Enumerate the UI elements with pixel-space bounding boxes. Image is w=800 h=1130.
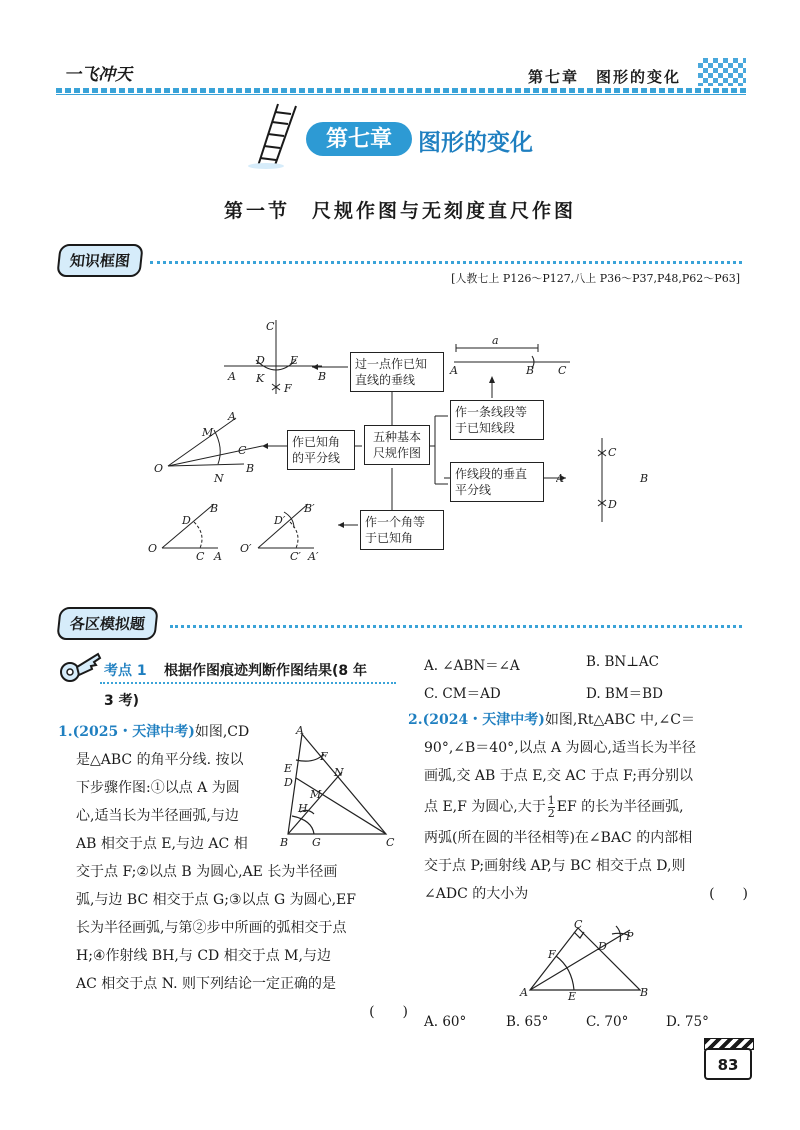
q1-fig-label-M: M <box>310 788 322 801</box>
q1-line-3: 心,适当长为半径画弧,与边 <box>76 808 239 824</box>
kaodian-text: 根据作图痕迹判断作图结果(8 年 <box>164 663 368 679</box>
q2-line-5: 两弧(所在圆的半径相等)在∠BAC 的内部相 <box>424 830 693 846</box>
q1-fig-label-G: G <box>312 836 321 849</box>
q2-fig-label-P: P <box>626 930 634 943</box>
fig-perp-label-B: B <box>318 370 327 383</box>
q1-fig-label-A: A <box>296 724 304 737</box>
fig-ang1-label-O: O <box>148 542 158 555</box>
chapter-label: 第七章 <box>306 122 412 156</box>
fig-bis-label-N: N <box>214 472 224 485</box>
box-angle-line1: 作一个角等 <box>365 515 426 529</box>
q2-fraction <box>548 795 555 820</box>
fig-bis-label-A: A <box>228 410 236 423</box>
q2-line-2: 画弧,交 AB 于点 E,交 AC 于点 F;再分别以 <box>424 768 693 784</box>
q2-frac-num: 1 <box>547 793 555 807</box>
fig-bis-label-B: B <box>246 462 255 475</box>
q2-line-4: EF 的长为半径画弧, <box>556 799 684 815</box>
figure-perpendicular-bisector <box>556 436 656 526</box>
fig-seg-label-a: a <box>492 334 499 347</box>
q1-fig-label-B: B <box>280 836 289 849</box>
q2-option-a[interactable]: A. 60° <box>424 1014 467 1030</box>
q2-number: 2. <box>408 712 423 728</box>
q2-line-0: 如图,Rt△ABC 中,∠C＝ <box>544 712 695 728</box>
q1-fig-label-H: H <box>298 802 308 815</box>
q2-line-7: ∠ADC 的大小为 <box>424 886 529 902</box>
chapter-title: 图形的变化 <box>418 129 533 156</box>
box-bisector-line1: 作已知角 <box>292 435 341 449</box>
q2-frac-den: 2 <box>547 806 555 820</box>
running-header-chapter: 第七章 图形的变化 <box>528 68 682 86</box>
fig-ang2-label-D: D′ <box>274 514 286 527</box>
fig-pbis-label-A: A <box>556 472 564 485</box>
kaodian-rule <box>100 682 396 684</box>
q1-line-2: 下步骤作图:①以点 A 为圆 <box>76 780 240 796</box>
box-seg-line2: 于已知线段 <box>455 421 516 435</box>
q1-line-9: AC 相交于点 N. 则下列结论一定正确的是 <box>76 976 336 992</box>
q1-option-b[interactable]: B. BN⊥AC <box>586 654 660 670</box>
q1-number: 1. <box>58 724 73 740</box>
center-box-line2: 尺规作图 <box>372 446 421 460</box>
q2-fig-label-B: B <box>640 986 649 999</box>
key-icon <box>58 650 102 686</box>
q2-fig-label-C: C <box>574 918 583 931</box>
q2-fig-label-A: A <box>520 986 528 999</box>
fig-perp-label-A: A <box>228 370 236 383</box>
fig-perp-label-D: D <box>256 354 265 367</box>
q1-line-5: 交于点 F;②以点 B 为圆心,AE 长为半径画 <box>76 864 338 880</box>
box-pbis-line1: 作线段的垂直 <box>455 467 528 481</box>
q1-option-c[interactable]: C. CM＝AD <box>424 686 501 702</box>
fig-ang1-label-C: C <box>196 550 205 560</box>
box-bisector-line2: 的平分线 <box>292 451 341 465</box>
district-tag: 各区模拟题 <box>56 607 158 640</box>
q1-fig-label-D: D <box>284 776 293 789</box>
q2-option-c[interactable]: C. 70° <box>586 1014 629 1030</box>
figure-angle-bisector <box>152 408 264 488</box>
figure-angle-original <box>148 500 228 560</box>
fig-perp-label-K: K <box>256 372 265 385</box>
q2-option-b[interactable]: B. 65° <box>506 1014 549 1030</box>
center-box <box>364 425 430 465</box>
question-2 <box>408 706 748 908</box>
fig-bis-label-O: O <box>154 462 164 475</box>
q2-source: (2024・天津中考) <box>422 712 545 728</box>
q2-answer-blank: ( ) <box>709 886 748 902</box>
q2-option-d[interactable]: D. 75° <box>666 1014 709 1030</box>
q1-line-1: 是△ABC 的角平分线. 按以 <box>76 752 244 768</box>
box-perp-line1: 过一点作已知 <box>355 357 428 371</box>
page-number: 83 <box>704 1048 752 1080</box>
q2-figure <box>516 918 656 1002</box>
box-perpendicular <box>350 352 444 392</box>
box-seg-line1: 作一条线段等 <box>455 405 528 419</box>
fig-seg-label-A: A <box>450 364 458 376</box>
q1-line-4: AB 相交于点 E,与边 AC 相 <box>76 836 248 852</box>
q2-line-6: 交于点 P;画射线 AP,与 BC 相交于点 D,则 <box>424 858 686 874</box>
knowledge-tag: 知识框图 <box>56 244 143 277</box>
fig-pbis-label-C: C <box>608 446 617 459</box>
fig-ang2-label-C: C′ <box>290 550 301 560</box>
fig-pbis-label-B: B <box>640 472 649 485</box>
q1-fig-label-F: F <box>320 750 328 763</box>
q1-answer-blank: ( ) <box>369 1004 408 1020</box>
kaodian-label: 考点 1 <box>104 663 147 679</box>
box-equal-angle <box>360 510 444 550</box>
q1-option-a[interactable]: A. ∠ABN＝∠A <box>424 658 520 674</box>
q1-fig-label-N: N <box>334 766 344 779</box>
center-box-line1: 五种基本 <box>372 430 421 444</box>
q1-line-8: H;④作射线 BH,与 CD 相交于点 M,与边 <box>76 948 331 964</box>
q1-fig-label-C: C <box>386 836 395 849</box>
q2-fig-label-D: D <box>598 940 607 953</box>
fig-bis-label-M: M <box>202 426 214 439</box>
textbook-reference: [人教七上 P126～P127,八上 P36～P37,P48,P62～P63] <box>451 272 740 285</box>
q1-line-7: 长为半径画弧,与第②步中所画的弧相交于点 <box>76 920 347 936</box>
fig-pbis-label-D: D <box>608 498 617 511</box>
q1-source: (2025・天津中考) <box>72 724 195 740</box>
fig-perp-label-F: F <box>284 382 292 395</box>
fig-ang1-label-B: B <box>210 502 219 515</box>
box-angle-bisector <box>287 430 355 470</box>
fig-bis-label-C: C <box>238 444 247 457</box>
district-dotline <box>170 625 742 628</box>
kaodian-text2: 3 考) <box>104 693 140 709</box>
fig-perp-label-E: E <box>290 354 299 367</box>
box-pbis-line2: 平分线 <box>455 483 492 497</box>
fig-seg-label-C: C <box>558 364 567 376</box>
box-perpendicular-bisector <box>450 462 544 502</box>
q2-fig-label-E: E <box>568 990 577 1002</box>
q1-line-6: 弧,与边 BC 相交于点 G;③以点 G 为圆心,EF <box>76 892 356 908</box>
q1-fig-label-E: E <box>284 762 293 775</box>
figure-angle-copy <box>240 500 330 560</box>
section-title: 第一节 尺规作图与无刻度直尺作图 <box>223 200 576 222</box>
fig-ang1-label-D: D <box>182 514 191 527</box>
fig-perp-label-C: C <box>266 320 275 333</box>
q2-fig-label-F: F <box>548 948 556 961</box>
book-brand: 一飞冲天 <box>64 65 132 85</box>
box-perp-line2: 直线的垂线 <box>355 373 416 387</box>
fig-ang2-label-B: B′ <box>304 502 315 515</box>
fig-ang2-label-O: O′ <box>240 542 252 555</box>
box-equal-segment <box>450 400 544 440</box>
q1-figure <box>278 724 398 854</box>
q1-line-0: 如图,CD <box>194 724 250 740</box>
figure-equal-segment <box>446 334 576 376</box>
q2-line-1: 90°,∠B＝40°,以点 A 为圆心,适当长为半径 <box>424 740 697 756</box>
q1-option-d[interactable]: D. BM＝BD <box>586 686 663 702</box>
fig-ang1-label-A: A <box>214 550 222 560</box>
figure-perpendicular <box>222 318 332 398</box>
q2-line-3: 点 E,F 为圆心,大于 <box>424 799 546 815</box>
box-angle-line2: 于已知角 <box>365 531 414 545</box>
fig-seg-label-B: B <box>526 364 535 376</box>
fig-ang2-label-A: A′ <box>308 550 319 560</box>
